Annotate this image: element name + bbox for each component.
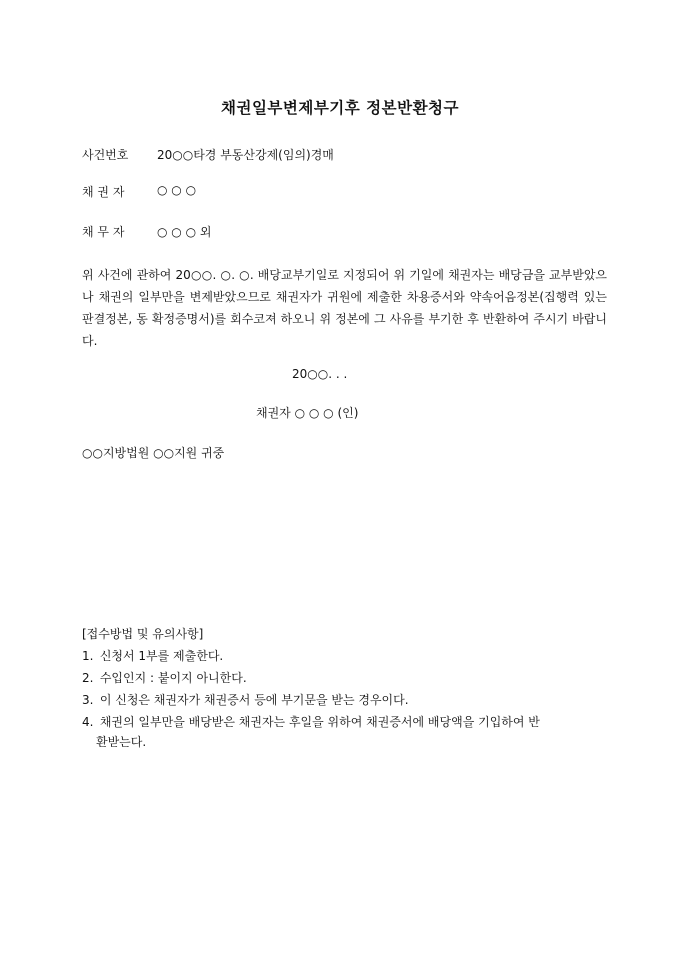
note-text: 수입인지 : 붙이지 아니한다. [99, 671, 247, 685]
note-number: 2. [82, 671, 94, 685]
court-addressee: ○○지방법원 ○○지원 귀중 [82, 446, 225, 460]
request-body: 위 사건에 관하여 20○○. ○. ○. 배당교부기일로 지정되어 위 기일에 채권자는 배당금을 교부받았으나 채권의 일부만을 변제받았으므로 채권자가 귀원에 제출한 차용증서와 약속어음정본(집행력 있는 판결정본, 동 확정증명서)를 회수코져 하오니 위 정본에 그 사유를 부기한 후 반환하여 주시기 바랍니다. [82, 268, 607, 348]
case-number-value: 20○○타경 부동산강제(임의)경매 [157, 148, 334, 162]
case-number-label: 사건번호 [82, 148, 129, 162]
note-text: 채권의 일부만을 배당받은 채권자는 후일을 위하여 채권증서에 배당액을 기입하여 반 [99, 715, 540, 729]
note-text: 이 신청은 채권자가 채권증서 등에 부기문을 받는 경우이다. [99, 693, 409, 707]
note-item [82, 668, 612, 688]
notes-heading: [접수방법 및 유의사항] [82, 627, 204, 641]
note-item [82, 646, 612, 666]
notes-list [82, 646, 612, 752]
signature-line: 채권자 ○ ○ ○ (인) [256, 406, 359, 420]
notes-section [82, 624, 612, 754]
note-item [82, 690, 612, 710]
debtor-label: 채 무 자 [82, 225, 125, 239]
creditor-row [82, 183, 197, 200]
note-text: 신청서 1부를 제출한다. [99, 649, 224, 663]
creditor-label: 채 권 자 [82, 185, 125, 199]
note-number: 1. [82, 649, 94, 663]
note-item [82, 712, 612, 752]
case-number-row [82, 146, 334, 163]
note-number: 3. [82, 693, 94, 707]
creditor-value: ○ ○ ○ [157, 183, 197, 197]
debtor-value: ○ ○ ○ 외 [157, 225, 212, 239]
note-number: 4. [82, 715, 94, 729]
document-title: 채권일부변제부기후 정본반환청구 [221, 99, 459, 117]
debtor-row [82, 223, 212, 240]
date-line: 20○○. . . [292, 367, 348, 381]
note-text-continuation: 환받는다. [96, 735, 147, 749]
